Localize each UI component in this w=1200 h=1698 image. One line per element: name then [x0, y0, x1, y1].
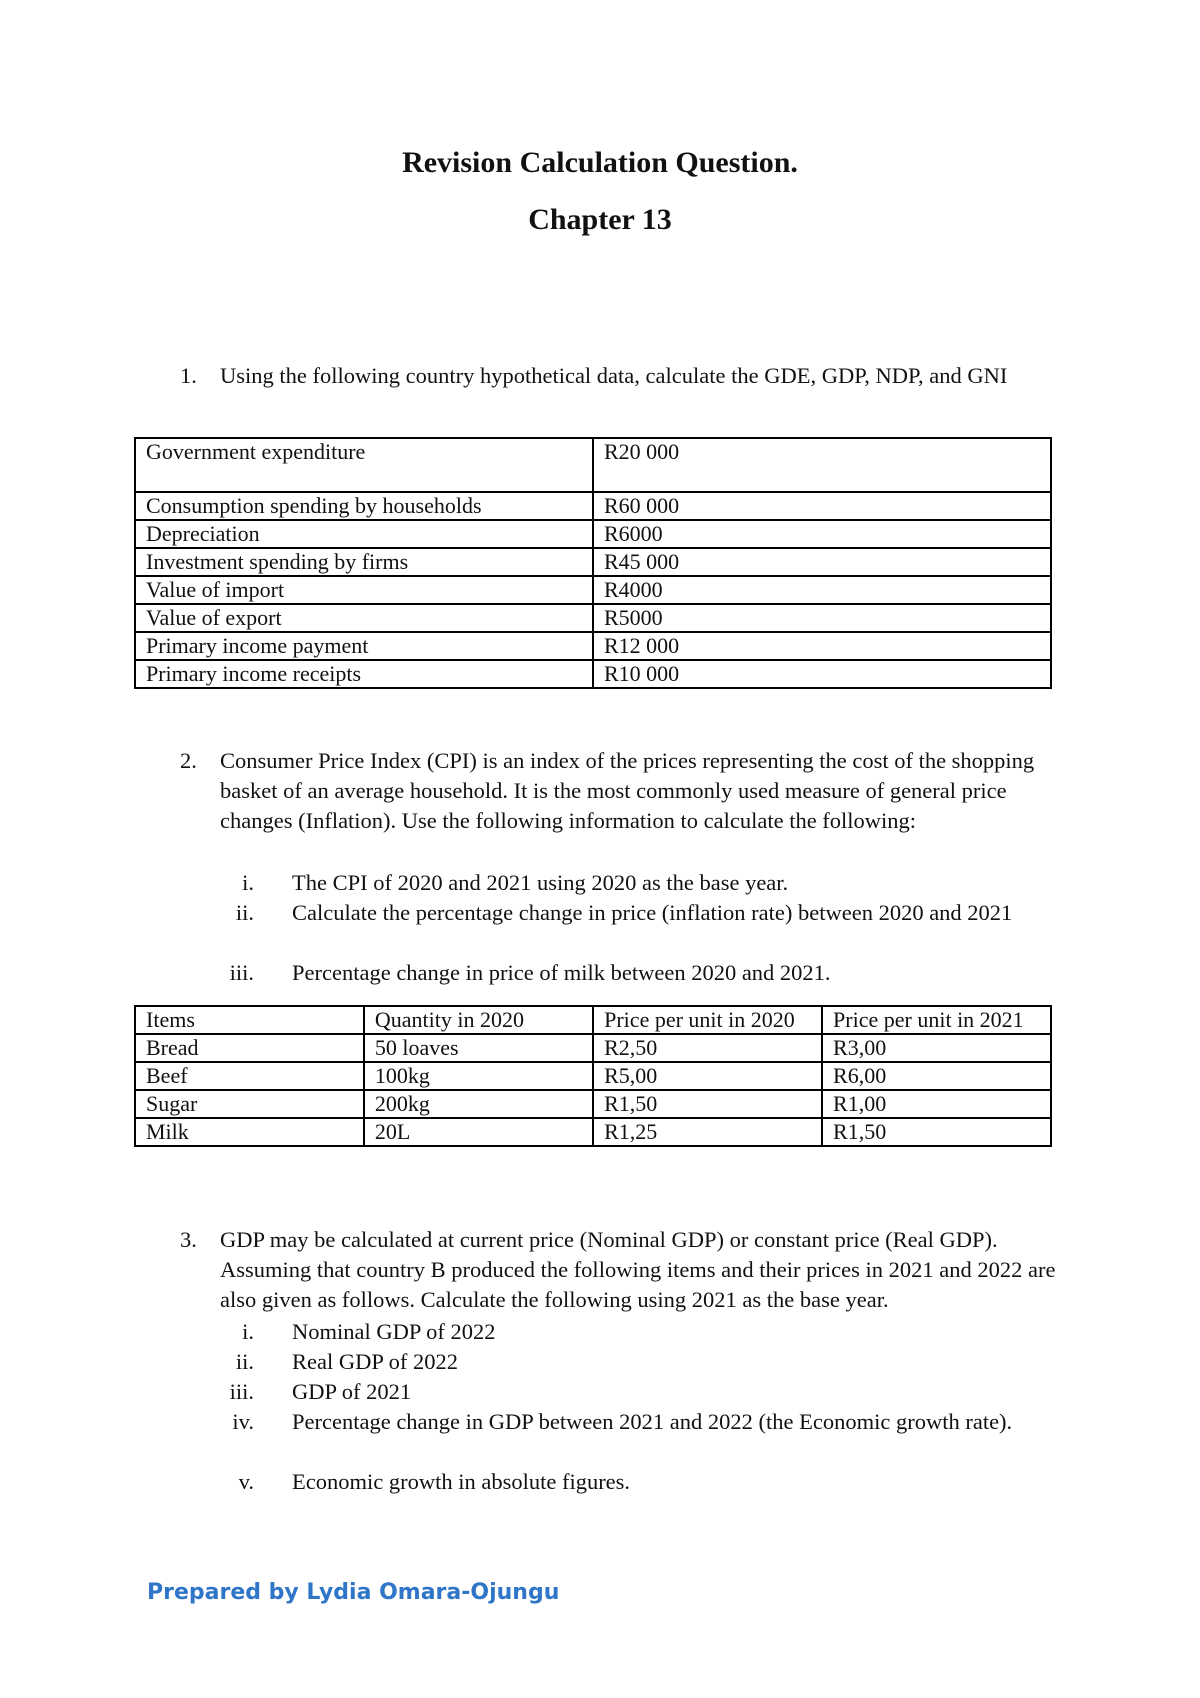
- subitem-numeral: ii.: [235, 1349, 254, 1374]
- question-3-subitem: [220, 1347, 1040, 1377]
- table-cell: Depreciation: [135, 520, 593, 548]
- cpi-data-table: [134, 1005, 1052, 1147]
- question-3-number: 3.: [180, 1227, 197, 1252]
- table-row: [135, 492, 1051, 520]
- question-1: [180, 361, 1060, 391]
- table-cell: R20 000: [593, 438, 1051, 492]
- table-cell: R12 000: [593, 632, 1051, 660]
- table-row: [135, 438, 1051, 492]
- table-cell: Value of export: [135, 604, 593, 632]
- question-2: [180, 746, 1060, 836]
- table-cell: R2,50: [593, 1034, 822, 1062]
- question-2-subitem: [220, 868, 1040, 898]
- question-1-number: 1.: [180, 363, 197, 388]
- table-cell: Primary income receipts: [135, 660, 593, 688]
- question-3: [180, 1225, 1060, 1315]
- table-cell: 100kg: [364, 1062, 593, 1090]
- question-3-subitem: [220, 1317, 1040, 1347]
- table-row: [135, 1062, 1051, 1090]
- table-cell: R1,25: [593, 1118, 822, 1146]
- subitem-text: Real GDP of 2022: [292, 1349, 459, 1374]
- subitem-text: The CPI of 2020 and 2021 using 2020 as the base year.: [292, 870, 789, 895]
- subitem-numeral: iv.: [232, 1409, 254, 1434]
- column-header: Price per unit in 2021: [822, 1006, 1051, 1034]
- subitem-numeral: i.: [242, 870, 254, 895]
- subitem-numeral: v.: [238, 1469, 254, 1494]
- table-row: [135, 576, 1051, 604]
- table-cell: Sugar: [135, 1090, 364, 1118]
- table-cell: Beef: [135, 1062, 364, 1090]
- table-row: [135, 632, 1051, 660]
- table-row: [135, 1118, 1051, 1146]
- question-1-text: Using the following country hypothetical data, calculate the GDE, GDP, NDP, and GNI: [220, 363, 1008, 388]
- table-cell: Bread: [135, 1034, 364, 1062]
- table-cell: R60 000: [593, 492, 1051, 520]
- table-header-row: [135, 1006, 1051, 1034]
- table-cell: R1,00: [822, 1090, 1051, 1118]
- column-header: Price per unit in 2020: [593, 1006, 822, 1034]
- column-header: Items: [135, 1006, 364, 1034]
- column-header: Quantity in 2020: [364, 1006, 593, 1034]
- table-cell: R3,00: [822, 1034, 1051, 1062]
- table-cell: Investment spending by firms: [135, 548, 593, 576]
- table-cell: R6,00: [822, 1062, 1051, 1090]
- document-title: Revision Calculation Question.: [402, 146, 798, 179]
- table-cell: 50 loaves: [364, 1034, 593, 1062]
- subitem-numeral: ii.: [235, 900, 254, 925]
- subitem-text: Calculate the percentage change in price (inflation rate) between 2020 and 2021: [292, 900, 1013, 925]
- author-footer: Prepared by Lydia Omara-Ojungu: [147, 1580, 560, 1605]
- table-row: [135, 548, 1051, 576]
- table-row: [135, 660, 1051, 688]
- subitem-text: Nominal GDP of 2022: [292, 1319, 496, 1344]
- table-cell: R4000: [593, 576, 1051, 604]
- table-cell: Consumption spending by households: [135, 492, 593, 520]
- question-2-subitem: [220, 958, 1040, 988]
- question-3-subitem: [220, 1377, 1040, 1407]
- table-cell: 20L: [364, 1118, 593, 1146]
- table-row: [135, 1034, 1051, 1062]
- question-2-number: 2.: [180, 748, 197, 773]
- table-cell: R1,50: [593, 1090, 822, 1118]
- subitem-text: Economic growth in absolute figures.: [292, 1469, 631, 1494]
- table-row: [135, 1090, 1051, 1118]
- table-cell: 200kg: [364, 1090, 593, 1118]
- question-2-subitem: [220, 898, 1040, 928]
- table-cell: R5,00: [593, 1062, 822, 1090]
- table-cell: Primary income payment: [135, 632, 593, 660]
- table-cell: Value of import: [135, 576, 593, 604]
- table-cell: R10 000: [593, 660, 1051, 688]
- table-row: [135, 604, 1051, 632]
- table-cell: R6000: [593, 520, 1051, 548]
- subitem-numeral: iii.: [229, 960, 254, 985]
- table-cell: Government expenditure: [135, 438, 593, 492]
- table-cell: Milk: [135, 1118, 364, 1146]
- table-row: [135, 520, 1051, 548]
- gdp-data-table: [134, 437, 1052, 689]
- question-3-text: GDP may be calculated at current price (Nominal GDP) or constant price (Real GDP). Assuming that country B produced the following items and their prices in 2021 and 2022 are also given as follows. Calculate the following using 2021 as the base year.: [220, 1227, 1056, 1312]
- question-3-subitem: [220, 1407, 1040, 1437]
- table-cell: R45 000: [593, 548, 1051, 576]
- chapter-heading: Chapter 13: [528, 203, 672, 236]
- table-cell: R5000: [593, 604, 1051, 632]
- subitem-text: Percentage change in price of milk between 2020 and 2021.: [292, 960, 831, 985]
- subitem-numeral: i.: [242, 1319, 254, 1344]
- table-cell: R1,50: [822, 1118, 1051, 1146]
- question-3-subitem: [220, 1467, 1040, 1497]
- subitem-text: Percentage change in GDP between 2021 and 2022 (the Economic growth rate).: [292, 1409, 1013, 1434]
- question-2-text: Consumer Price Index (CPI) is an index of the prices representing the cost of the shopping basket of an average household. It is the most commonly used measure of general price changes (Inflation). Use the following information to calculate the following:: [220, 748, 1035, 833]
- subitem-numeral: iii.: [229, 1379, 254, 1404]
- subitem-text: GDP of 2021: [292, 1379, 412, 1404]
